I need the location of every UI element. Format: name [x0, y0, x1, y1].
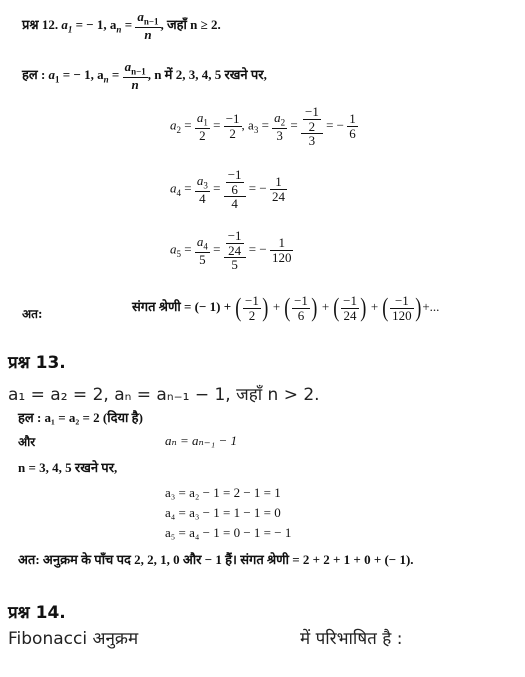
- series-term-num: −1: [294, 293, 308, 308]
- q12-statement-fraction: $\frac{a_{n-1}}{n}$: [137, 9, 159, 43]
- a3-result-fraction: $\frac{1}{6}$: [349, 111, 356, 141]
- a5-fraction-1: $\frac{a_4}{5}$: [196, 233, 208, 267]
- q14-text-right: में परिभाषित है :: [300, 629, 403, 649]
- q12-label: प्रश्न 12.: [22, 16, 59, 32]
- a5-result-fraction: $\frac{1}{120}$: [271, 235, 292, 265]
- series-term-num: −1: [245, 293, 259, 308]
- q12-row-a2: $a_2$ = $\frac{a_1}{2}$ = $\frac{-1}{2}$ , $a_3$ = $\frac{a_2}{3}$ = $\frac{\frac{-1}{2}}{3}$ = − $\frac{1}{6}$: [170, 104, 356, 149]
- series-terms: ( $\frac{-1}{2}$ ) + ( $\frac{-1}{6}$ ) + ( $\frac{-1}{24}$ ) + ( $\frac{-1}{120}$ ): [235, 293, 422, 323]
- q12-series: [132, 294, 439, 322]
- q12-solution-line: हल : $a_1$ = − 1, $a_n$ = $\frac{a_{n-1}}{n}$ , n में 2, 3, 4, 5 रखने पर,: [22, 59, 267, 93]
- a4-complex-fraction: $\frac{\frac{-1}{6}}{4}$: [224, 168, 246, 211]
- q12-statement: प्रश्न 12. $a_1$ = − 1, $a_n$ = $\frac{a_{n-1}}{n}$ , जहाँ n ≥ 2.: [22, 9, 221, 43]
- a2-fraction-1: $\frac{a_1}{2}$: [196, 109, 208, 143]
- q13-statement: a₁ = a₂ = 2, aₙ = aₙ₋₁ − 1, जहाँ n > 2.: [8, 385, 320, 405]
- q13-put-line: n = 3, 4, 5 रखने पर,: [18, 460, 118, 475]
- q12-row-a5: $a_5$ = $\frac{a_4}{5}$ = $\frac{\frac{-1}{24}}{5}$ = − $\frac{1}{120}$: [170, 228, 292, 273]
- a4-fraction-1: $\frac{a_3}{4}$: [196, 172, 208, 206]
- q12-row-a4: $a_4$ = $\frac{a_3}{4}$ = $\frac{\frac{-1}{6}}{4}$ = − $\frac{1}{24}$: [170, 167, 285, 212]
- a4-result-fraction: $\frac{1}{24}$: [271, 174, 285, 204]
- series-term-num: −1: [390, 294, 414, 309]
- a3-complex-fraction: $\frac{\frac{-1}{2}}{3}$: [301, 105, 323, 148]
- a5-complex-fraction: $\frac{\frac{-1}{24}}{5}$: [224, 229, 246, 272]
- a2-fraction-2: $\frac{-1}{2}$: [225, 111, 240, 141]
- q13-conclusion: अत: अनुक्रम के पाँच पद 2, 2, 1, 0 और − 1 हैं। संगत श्रेणी = 2 + 2 + 1 + 0 + (− 1).: [18, 552, 414, 567]
- q13-solution-line: हल : a₁ = a₂ = 2 (दिया है): [18, 410, 143, 425]
- q13-recurrence: aₙ = aₙ₋₁ − 1: [165, 433, 237, 448]
- series-term-1: ( $\frac{-1}{6}$ ): [284, 293, 318, 323]
- q12-solution-label: हल :: [22, 66, 46, 82]
- q13-label: प्रश्न 13.: [8, 353, 66, 373]
- series-term-3: ( $\frac{-1}{120}$ ): [382, 293, 422, 323]
- q13-row-a3: a₃ = a₂ − 1 = 2 − 1 = 1: [165, 485, 281, 500]
- series-term-den: 24: [343, 307, 357, 323]
- q13-aur: और: [18, 435, 36, 449]
- q12-solution-fraction: $\frac{a_{n-1}}{n}$: [124, 59, 146, 93]
- series-term-den: 120: [392, 307, 412, 323]
- series-label: संगत श्रेणी = (− 1) +: [132, 299, 232, 315]
- q13-rows: [165, 483, 291, 543]
- series-term-den: 6: [297, 307, 305, 323]
- q13-row-a5: a₅ = a₄ − 1 = 0 − 1 = − 1: [165, 525, 292, 540]
- q14-text-left: Fibonacci अनुक्रम: [8, 629, 139, 649]
- series-term-2: ( $\frac{-1}{24}$ ): [333, 293, 367, 323]
- series-term-den: 2: [248, 307, 256, 323]
- a3-fraction-1: $\frac{a_2}{3}$: [274, 109, 286, 143]
- q13-row-a4: a₄ = a₃ − 1 = 1 − 1 = 0: [165, 505, 281, 520]
- q14-label: प्रश्न 14.: [8, 603, 66, 623]
- series-tail: +...: [422, 299, 440, 315]
- series-term-num: −1: [343, 293, 357, 308]
- q12-ata-label: अत:: [22, 307, 43, 321]
- series-term-0: ( $\frac{-1}{2}$ ): [235, 293, 269, 323]
